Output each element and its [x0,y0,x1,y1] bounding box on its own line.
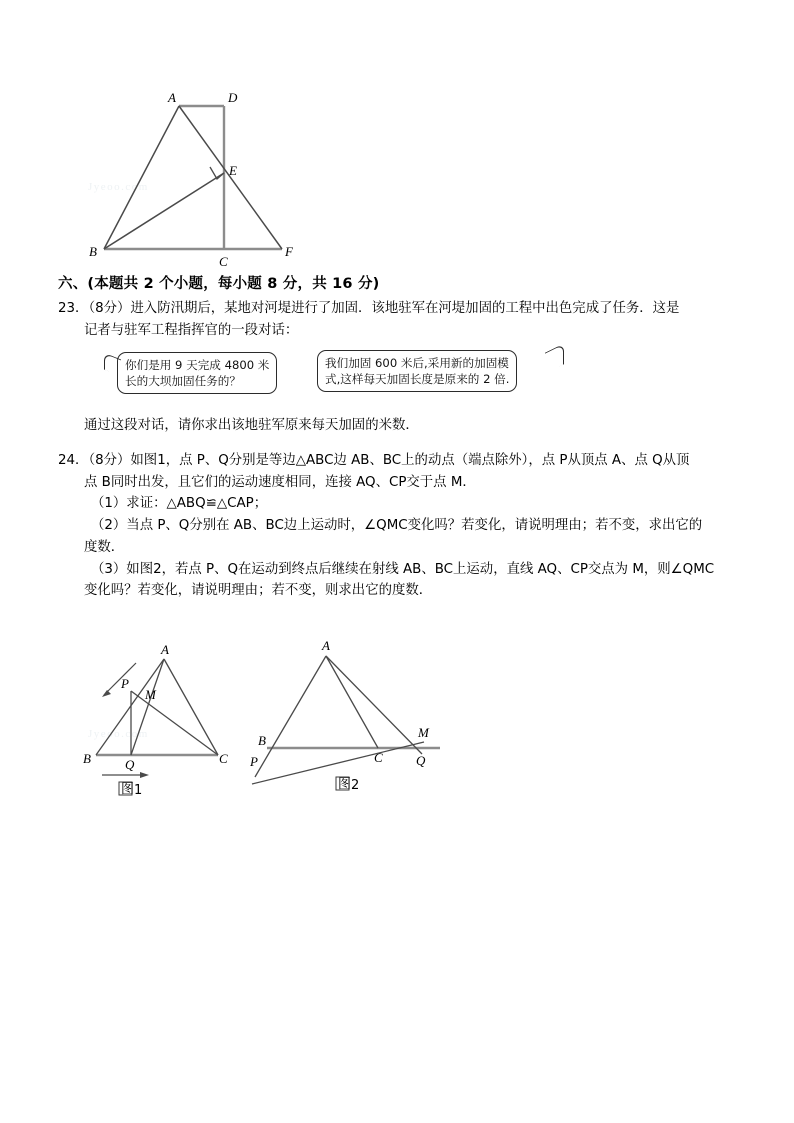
figure-2-label-M: M [418,725,429,740]
figure-top-label-E: E [229,163,237,178]
figure-2-caption-glyph: 图 [338,777,352,792]
line-AQ [326,656,422,754]
question-23-line-2: 记者与驻军工程指挥官的一段对话： [84,322,299,338]
bubble-right-line-1: 我们加固 600 米后,采用新的加固模 [325,356,509,370]
figure-1 [78,642,278,810]
speech-bubble-tail-right [545,343,564,373]
motion-arrow-Q-head [140,772,149,778]
figure-1-label-B: B [83,751,91,766]
figure-1-label-P: P [121,676,129,691]
bubble-left-line-2: 长的大坝加固任务的？ [125,374,241,389]
segment-AB [104,106,179,249]
figure-1-label-M: M [145,687,156,702]
question-24-part-3a: （3）如图2，若点 P、Q在运动到终点后继续在射线 AB、BC上运动，直线 AQ、CP交点为 M，则∠QMC [91,561,715,577]
figure-top-triangle [60,72,400,267]
question-23 [58,298,746,341]
speech-bubble-reporter [117,352,277,394]
figure-1-caption-number: 1 [134,783,143,798]
watermark-text: Jyeoo.com [88,728,149,740]
question-24-part-2a: （2）当点 P、Q分别在 AB、BC边上运动时，∠QMC变化吗？若变化，请说明理由；若不变，求出它的 [91,518,703,534]
question-24 [58,450,750,602]
figure-top-label-F: F [285,244,293,259]
question-23-line-1: 23．（8分）进入防汛期后，某地对河堤进行了加固．该地驻军在河堤加固的工程中出色完成了任务．这是 [58,301,680,316]
watermark-text: Jyeoo.com [88,181,149,193]
speech-bubble-commander [317,350,517,392]
figure-2-label-A: A [322,638,330,653]
section-heading: 六、(本题共 2 个小题，每小题 8 分，共 16 分) [58,276,380,292]
motion-arrow-P-head [102,690,111,697]
question-24-part-2b: 度数． [84,539,125,555]
figure-top-label-B: B [89,244,97,259]
figure-2-label-Q: Q [416,753,426,768]
segment-AB [272,656,326,748]
dialogue-bubbles [104,350,564,408]
figure-top-label-D: D [228,90,238,105]
figure-2-caption-number: 2 [351,778,360,793]
figure-1-label-C: C [219,751,228,766]
figure-1-label-Q: Q [125,757,135,772]
segment-AC [164,659,218,755]
question-23-closing-text: 通过这段对话，请你求出该地驻军原来每天加固的米数． [84,418,419,433]
figure-2-label-C: C [374,750,383,765]
figure-1-label-A: A [161,642,169,657]
figure-top-label-A: A [168,90,176,105]
figure-1-caption-glyph: 图 [121,782,135,797]
question-24-part-3b: 变化吗？若变化，请说明理由；若不变，则求出它的度数． [84,583,433,599]
bubble-left-line-1: 你们是用 9 天完成 4800 米 [125,358,270,372]
question-24-line-1: 24．（8分）如图1，点 P、Q分别是等边△ABC边 AB、BC上的动点（端点除外），点 P从顶点 A、点 Q从顶 [58,453,690,468]
question-24-line-2: 点 B同时出发，且它们的运动速度相同，连接 AQ、CP交于点 M． [84,474,476,490]
question-24-part-1: （1）求证：△ABQ≌△CAP； [91,496,268,512]
bubble-right-line-2: 式,这样每天加固长度是原来的 2 倍. [325,372,510,387]
figure-2-label-P: P [250,754,258,769]
segment-AQ [131,659,164,755]
question-23-closing [58,415,746,437]
figure-2 [250,636,490,808]
figure-top-label-C: C [219,254,228,267]
figure-2-label-B: B [258,733,266,748]
motion-arrow-P-line [104,663,136,695]
